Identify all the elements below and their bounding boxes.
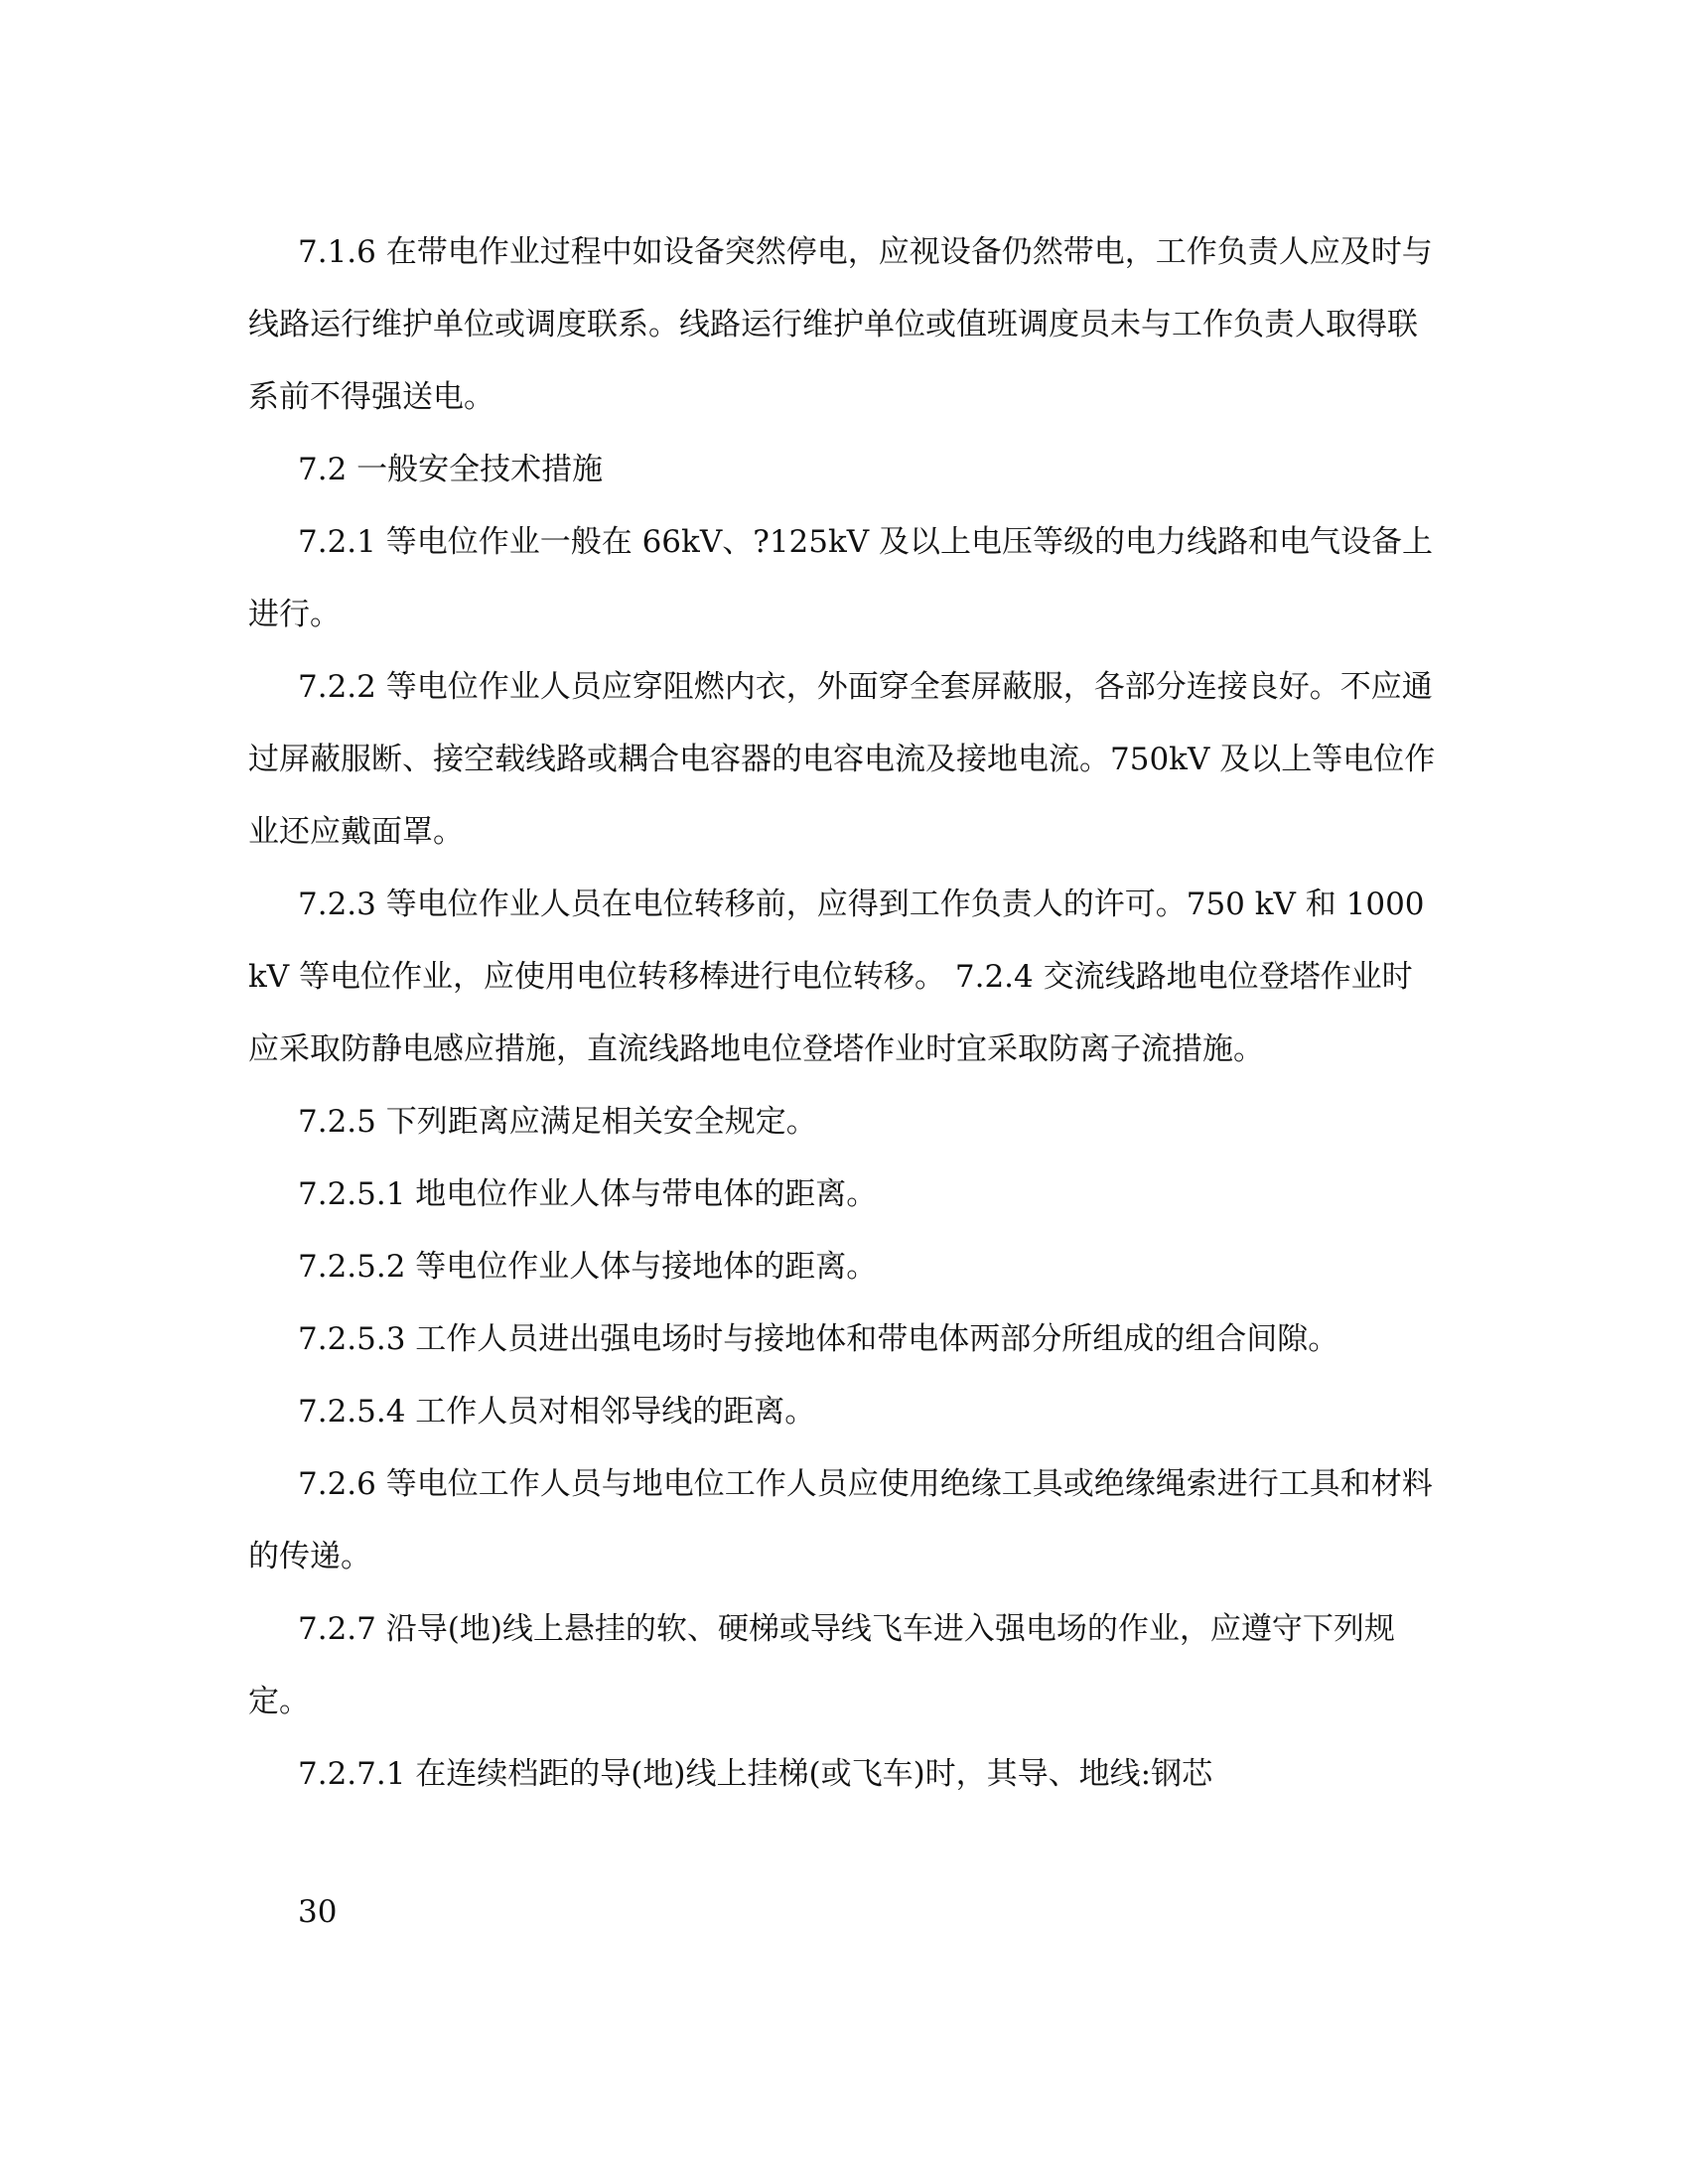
paragraph-7-1-6: 7.1.6 在带电作业过程中如设备突然停电，应视设备仍然带电，工作负责人应及时与线路运行维护单位或调度联系。线路运行维护单位或值班调度员未与工作负责人取得联系前不得强送电。 [248, 234, 1433, 415]
paragraph-7-2-1: 7.2.1 等电位作业一般在 66kV、?125kV 及以上电压等级的电力线路和电气设备上进行。 [248, 524, 1434, 632]
paragraph-7-2-2: 7.2.2 等电位作业人员应穿阻燃内衣，外面穿全套屏蔽服，各部分连接良好。不应通过屏蔽服断、接空载线路或耦合电容器的电容电流及接地电流。750kV 及以上等电位作业还应戴面罩。 [248, 669, 1436, 850]
heading-7-2: 7.2 一般安全技术措施 [298, 452, 604, 487]
paragraph-7-2-6: 7.2.6 等电位工作人员与地电位工作人员应使用绝缘工具或绝缘绳索进行工具和材料的传递。 [248, 1466, 1433, 1574]
paragraph-7-2-5: 7.2.5 下列距离应满足相关安全规定。 [298, 1104, 817, 1140]
paragraph-7-2-7-1: 7.2.7.1 在连续档距的导(地)线上挂梯(或飞车)时，其导、地线:钢芯 [298, 1756, 1213, 1792]
paragraph-7-2-5-2: 7.2.5.2 等电位作业人体与接地体的距离。 [298, 1249, 878, 1285]
paragraph-7-2-5-1: 7.2.5.1 地电位作业人体与带电体的距离。 [298, 1176, 878, 1212]
page-number: 30 [298, 1894, 338, 1930]
paragraph-7-2-5-4: 7.2.5.4 工作人员对相邻导线的距离。 [298, 1394, 816, 1430]
paragraph-7-2-5-3: 7.2.5.3 工作人员进出强电场时与接地体和带电体两部分所组成的组合间隙。 [298, 1321, 1339, 1357]
paragraph-7-2-3: 7.2.3 等电位作业人员在电位转移前，应得到工作负责人的许可。750 kV 和 1000 kV 等电位作业，应使用电位转移棒进行电位转移。 7.2.4 交流线路地电位登塔作业时应采取防静电感应措施，直流线路地电位登塔作业时宜采取防离子流措施。 [248, 887, 1425, 1067]
document-body [248, 216, 1440, 1811]
paragraph-7-2-7: 7.2.7 沿导(地)线上悬挂的软、硬梯或导线飞车进入强电场的作业，应遵守下列规定。 [248, 1611, 1395, 1719]
